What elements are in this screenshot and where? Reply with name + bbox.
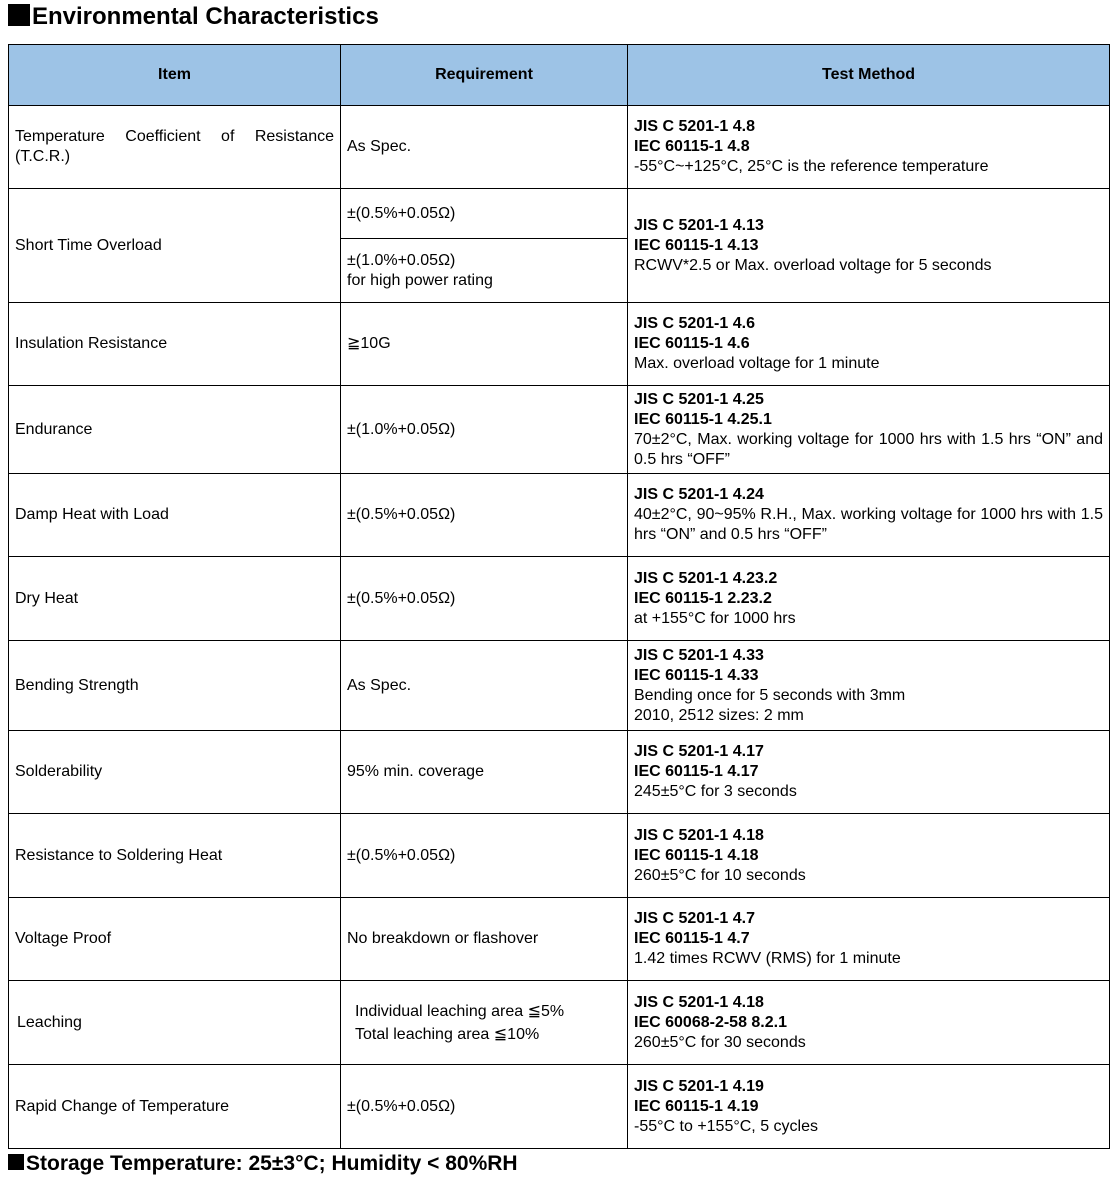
test-method-cell: JIS C 5201-1 4.23.2 IEC 60115-1 2.23.2 at +155°C for 1000 hrs [628,557,1110,641]
table-row [9,1065,1110,1149]
requirement-cell: ±(0.5%+0.05Ω) [341,474,628,557]
item-cell: Rapid Change of Temperature [9,1065,341,1149]
square-bullet-icon [8,4,30,26]
table-row [9,303,1110,386]
test-method-cell: JIS C 5201-1 4.7 IEC 60115-1 4.7 1.42 times RCWV (RMS) for 1 minute [628,898,1110,981]
item-cell: Damp Heat with Load [9,474,341,557]
item-cell: Dry Heat [9,557,341,641]
requirement-cell: ±(1.0%+0.05Ω) for high power rating [341,239,628,303]
requirement-cell: As Spec. [341,106,628,189]
test-method-cell: JIS C 5201-1 4.6 IEC 60115-1 4.6 Max. overload voltage for 1 minute [628,303,1110,386]
storage-conditions-note: Storage Temperature: 25±3°C; Humidity < 80%RH [8,1150,518,1178]
characteristics-table [8,44,1110,1149]
test-method-cell: JIS C 5201-1 4.33 IEC 60115-1 4.33 Bending once for 5 seconds with 3mm 2010, 2512 sizes: 2 mm [628,641,1110,731]
test-method-cell: JIS C 5201-1 4.19 IEC 60115-1 4.19 -55°C to +155°C, 5 cycles [628,1065,1110,1149]
requirement-cell: ±(0.5%+0.05Ω) [341,557,628,641]
requirement-cell: ±(0.5%+0.05Ω) [341,814,628,898]
table-row [9,189,1110,239]
requirement-cell: ±(0.5%+0.05Ω) [341,189,628,239]
requirement-cell: ≧10G [341,303,628,386]
table-row [9,731,1110,814]
table-row [9,814,1110,898]
item-cell: Solderability [9,731,341,814]
item-cell: Short Time Overload [9,189,341,303]
table-row [9,474,1110,557]
item-cell: Bending Strength [9,641,341,731]
item-cell: Leaching [9,981,341,1065]
requirement-cell: ±(0.5%+0.05Ω) [341,1065,628,1149]
table-row [9,106,1110,189]
item-cell: Resistance to Soldering Heat [9,814,341,898]
test-method-cell: JIS C 5201-1 4.25 IEC 60115-1 4.25.1 70±2°C, Max. working voltage for 1000 hrs with 1.5 hrs “ON” and 0.5 hrs “OFF” [628,386,1110,474]
table-row [9,557,1110,641]
requirement-cell: No breakdown or flashover [341,898,628,981]
table-row [9,386,1110,474]
item-cell: Insulation Resistance [9,303,341,386]
table-row [9,641,1110,731]
item-cell: Endurance [9,386,341,474]
table-header-row [9,45,1110,106]
header-item: Item [9,45,341,106]
test-method-cell: JIS C 5201-1 4.8 IEC 60115-1 4.8 -55°C~+125°C, 25°C is the reference temperature [628,106,1110,189]
square-bullet-icon [8,1154,24,1170]
header-test-method: Test Method [628,45,1110,106]
test-method-cell: JIS C 5201-1 4.13 IEC 60115-1 4.13 RCWV*2.5 or Max. overload voltage for 5 seconds [628,189,1110,303]
test-method-cell: JIS C 5201-1 4.17 IEC 60115-1 4.17 245±5°C for 3 seconds [628,731,1110,814]
table-row [9,981,1110,1065]
table-row [9,898,1110,981]
requirement-cell: As Spec. [341,641,628,731]
requirement-cell: 95% min. coverage [341,731,628,814]
requirement-cell: Individual leaching area ≦5% Total leaching area ≦10% [341,981,628,1065]
page-title: Environmental Characteristics [8,2,379,32]
header-requirement: Requirement [341,45,628,106]
test-method-cell: JIS C 5201-1 4.18 IEC 60115-1 4.18 260±5°C for 10 seconds [628,814,1110,898]
requirement-cell: ±(1.0%+0.05Ω) [341,386,628,474]
item-cell: Temperature Coefficient of Resistance (T.C.R.) [9,106,341,189]
test-method-cell: JIS C 5201-1 4.24 40±2°C, 90~95% R.H., Max. working voltage for 1000 hrs with 1.5 hrs “ON” and 0.5 hrs “OFF” [628,474,1110,557]
test-method-cell: JIS C 5201-1 4.18 IEC 60068-2-58 8.2.1 260±5°C for 30 seconds [628,981,1110,1065]
item-cell: Voltage Proof [9,898,341,981]
